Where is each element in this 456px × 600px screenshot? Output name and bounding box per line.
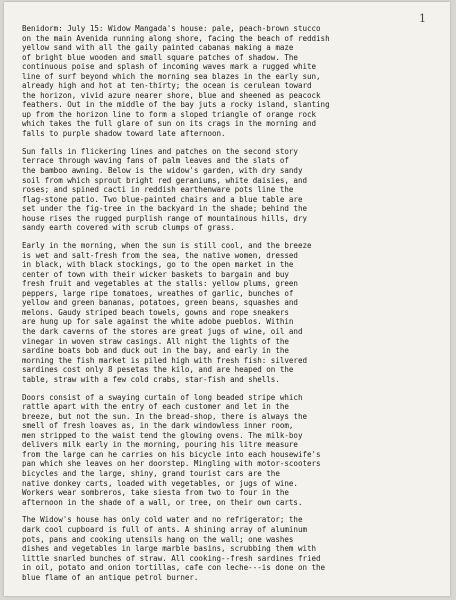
- text-line: little snarled bunches of straw. All cooking--fresh sardines fried: [22, 553, 321, 563]
- text-line: set under the fig-tree in the backyard in the shade; behind the: [22, 204, 307, 214]
- text-line: sardines cost only 8 pesetas the kilo, and are heaped on the: [22, 365, 294, 375]
- text-line: Sun falls in flickering lines and patches on the second story: [22, 146, 298, 156]
- text-line: in oil, potato and onion tortillas, cafe con leche---is done on the: [22, 563, 326, 573]
- text-line: bicycles and the large, shiny, grand tourist cars are the: [22, 468, 280, 478]
- text-line: afternoon in the shade of a wall, or tree, on their own carts.: [22, 497, 303, 507]
- text-line: flag-stone patio. Two blue-painted chairs and a blue table are: [22, 194, 303, 204]
- text-line: continuous poise and splash of incoming waves mark a rugged white: [22, 62, 317, 72]
- text-line: melons. Gaudy striped beach towels, gowns and rope sneakers: [22, 307, 289, 317]
- paragraph: [22, 147, 440, 233]
- text-line: are hung up for sale against the white adobe pueblos. Within: [22, 317, 294, 327]
- text-line: Early in the morning, when the sun is still cool, and the breeze: [22, 241, 312, 251]
- text-line: table, straw with a few cold crabs, star-fish and shells.: [22, 374, 280, 384]
- text-line: the dark caverns of the stores are great jugs of wine, oil and: [22, 327, 303, 336]
- text-line: from the large can he carries on his bicycle into each housewife's: [22, 449, 321, 459]
- text-line: yellow sand with all the gaily painted cabanas making a maze: [22, 43, 294, 53]
- text-line: morning the fish market is piled high with fresh fish: silvered: [22, 355, 307, 365]
- text-line: peppers, large ripe tomatoes, wreathes of garlic, bunches of: [22, 288, 294, 298]
- text-line: the horizon, vivid azure nearer shore, blue and sheened as peacock: [22, 90, 321, 100]
- text-line: men stripped to the waist tend the glowing ovens. The milk-boy: [22, 430, 303, 440]
- text-line: falls to purple shadow toward late afternoon.: [22, 129, 226, 139]
- text-line: up from the horizon line to form a sloped triangle of orange rock: [22, 109, 317, 119]
- text-line: is wet and salt-fresh from the sea, the native women, dressed: [22, 250, 298, 260]
- journal-text: [22, 24, 440, 591]
- text-line: on the main Avenida running along shore, facing the beach of reddish: [22, 33, 330, 43]
- paragraph: [22, 393, 440, 508]
- text-line: yellow and green bananas, potatoes, green beans, squashes and: [22, 298, 298, 308]
- text-line: dark cool cupboard is full of ants. A shining array of aluminum: [22, 524, 307, 534]
- paragraph: [22, 241, 440, 384]
- text-line: Benidorm: July 15: Widow Mangada's house: pale, peach-brown stucco: [22, 24, 321, 33]
- text-line: soil from which sprout bright red geraniums, white daisies, and: [22, 175, 307, 185]
- text-line: of bright blue wooden and small square patches of shadow. The: [22, 52, 298, 62]
- text-line: already high and hot at ten-thirty; the ocean is cerulean toward: [22, 81, 312, 91]
- paragraph: [22, 515, 440, 582]
- text-line: in black, with black stockings, go to the open market in the: [22, 260, 294, 270]
- text-line: rattle apart with the entry of each customer and let in the: [22, 402, 289, 412]
- text-line: sardine boats bob and duck out in the bay, and early in the: [22, 346, 289, 356]
- text-line: roses; and spined cacti in reddish earthenware pots line the: [22, 185, 294, 195]
- text-line: blue flame of an antique petrol burner.: [22, 572, 199, 582]
- text-line: sandy earth covered with scrub clumps of grass.: [22, 223, 235, 233]
- text-line: fresh fruit and vegetables at the stalls: yellow plums, green: [22, 279, 298, 289]
- text-line: native donkey carts, loaded with vegetables, or jugs of wine.: [22, 478, 298, 488]
- text-line: dishes and vegetables in large marble basins, scrubbing them with: [22, 544, 317, 554]
- text-line: the bamboo awning. Below is the widow's garden, with dry sandy: [22, 165, 303, 175]
- text-line: terrace through waving fans of palm leaves and the slats of: [22, 156, 289, 166]
- text-line: pan which she leaves on her doorstep. Mingling with motor-scooters: [22, 459, 321, 469]
- text-line: smell of fresh loaves as, in the dark windowless inner room,: [22, 421, 294, 431]
- text-line: Workers wear sombreros, take siesta from two to four in the: [22, 488, 289, 498]
- text-line: pots, pans and cooking utensils hang on the wall; one washes: [22, 534, 294, 544]
- text-line: feathers. Out in the middle of the bay juts a rocky island, slanting: [22, 100, 330, 110]
- text-line: vinegar in woven straw casings. All night the lights of the: [22, 336, 289, 346]
- paragraph: [22, 24, 440, 139]
- text-line: breeze, but not the sun. In the bread-shop, there is always the: [22, 411, 307, 421]
- text-line: which takes the full glare of sun on its crags in the morning and: [22, 119, 317, 129]
- text-line: house rises the rugged purplish range of mountainous hills, dry: [22, 213, 307, 223]
- text-line: delivers milk early in the morning, pouring his litre measure: [22, 440, 298, 450]
- typewritten-page: [4, 2, 450, 596]
- text-line: center of town with their wicker baskets to bargain and buy: [22, 269, 289, 279]
- text-line: line of surf beyond which the morning sea blazes in the early sun,: [22, 71, 321, 81]
- text-line: The Widow's house has only cold water and no refrigerator; the: [22, 515, 303, 525]
- page-number: 1: [419, 12, 426, 25]
- text-line: Doors consist of a swaying curtain of long beaded stripe which: [22, 392, 303, 402]
